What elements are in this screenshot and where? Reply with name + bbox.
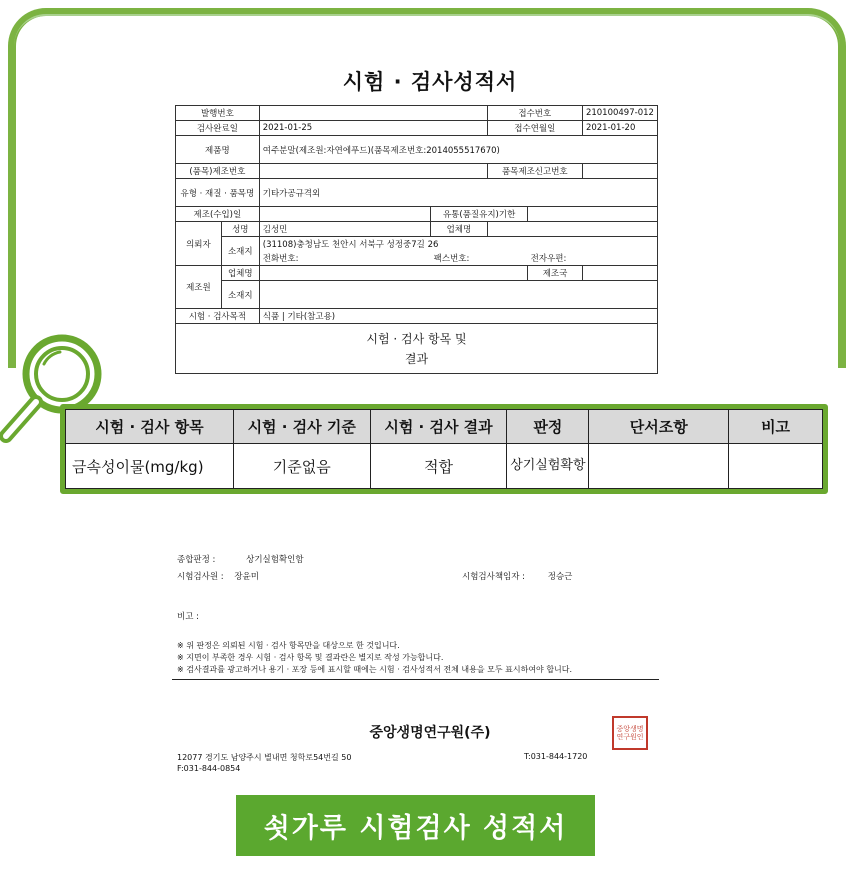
form-row-dates (176, 121, 658, 136)
type-value: 기타가공규격외 (259, 179, 657, 207)
receipt-date-value: 2021-01-20 (582, 121, 657, 136)
client-name-value: 김성민 (259, 222, 430, 237)
form-row-maker-address (176, 281, 658, 309)
section-line-2: 결과 (404, 351, 429, 366)
document-title: 시험 · 검사성적서 (342, 70, 518, 94)
mfg-date-value (259, 207, 430, 222)
maker-address-value (259, 281, 657, 309)
phone-label: 전화번호: (259, 251, 430, 266)
client-address-label: 소재지 (221, 237, 259, 266)
receipt-no-label: 접수번호 (487, 106, 582, 121)
results-section-heading (176, 324, 658, 374)
header-item: 시험 · 검사 항목 (66, 410, 234, 444)
product-value: 여주분말(제조원:자연에푸드)(품목제조번호:2014055517670) (259, 136, 657, 164)
form-row-mfg (176, 207, 658, 222)
expiry-value (528, 207, 658, 222)
receipt-no-value: 210100497-012 (582, 106, 657, 121)
manager-line (462, 570, 572, 582)
header-remarks: 비고 (729, 410, 823, 444)
results-data-row (66, 444, 823, 489)
form-row-type (176, 179, 658, 207)
manager-value: 정승근 (547, 572, 573, 582)
purpose-value: 식품 | 기타(참고용) (259, 309, 657, 324)
note-3: ※ 검사결과를 광고하거나 용기 · 포장 등에 표시할 때에는 시험 · 검사성적서 전체 내용을 모두 표시하여야 합니다. (177, 665, 573, 674)
issue-no-value (259, 106, 487, 121)
company-address: 12077 경기도 남양주시 별내면 청학로54번길 50 (177, 753, 352, 762)
overall-value: 상기실험확인함 (246, 555, 304, 565)
item-report-value (582, 164, 657, 179)
company-tel: T:031-844-1720 (524, 752, 588, 761)
header-result: 시험 · 검사 결과 (370, 410, 507, 444)
form-row-maker-company (176, 266, 658, 281)
inspector-line (177, 570, 259, 582)
maker-company-value (259, 266, 527, 281)
header-proviso: 단서조항 (589, 410, 729, 444)
receipt-date-label: 접수연월일 (487, 121, 582, 136)
cell-remarks (729, 444, 823, 489)
item-report-label: 품목제조신고번호 (487, 164, 582, 179)
company-name: 중앙생명연구원(주) (369, 725, 491, 741)
form-row-client-address (176, 237, 658, 252)
inspector-value: 장윤미 (234, 572, 259, 582)
maker-company-label: 업체명 (221, 266, 259, 281)
country-value (582, 266, 657, 281)
remarks-label: 비고 : (177, 612, 199, 622)
header-criteria: 시험 · 검사 기준 (233, 410, 370, 444)
section-line-1: 시험 · 검사 항목 및 (366, 331, 467, 346)
cell-proviso (589, 444, 729, 489)
note-2: ※ 지면이 부족한 경우 시험 · 검사 항목 및 결과란은 별지로 작성 가능합니다. (177, 653, 444, 662)
overall-judgement (177, 553, 304, 565)
form-row-client-name (176, 222, 658, 237)
complete-date-label: 검사완료일 (176, 121, 260, 136)
client-company-label: 업체명 (431, 222, 488, 237)
form-row-item-no (176, 164, 658, 179)
fax-label: 팩스번호: (431, 251, 528, 266)
type-label: 유형 · 재질 · 품목명 (176, 179, 260, 207)
form-row-section (176, 324, 658, 374)
form-row-issue (176, 106, 658, 121)
client-label: 의뢰자 (176, 222, 222, 266)
client-address-value: (31108)충청남도 천안시 서북구 성정중7길 26 (259, 237, 657, 252)
country-label: 제조국 (528, 266, 583, 281)
purpose-label: 시험 · 검사목적 (176, 309, 260, 324)
company-seal: 중앙생명연구원인 (612, 716, 648, 750)
client-name-label: 성명 (221, 222, 259, 237)
form-row-purpose (176, 309, 658, 324)
product-label: 제품명 (176, 136, 260, 164)
overall-label: 종합판정 : (177, 555, 216, 565)
item-no-value (259, 164, 487, 179)
client-company-value (487, 222, 657, 237)
cell-item: 금속성이물(mg/kg) (66, 444, 234, 489)
cell-criteria: 기준없음 (233, 444, 370, 489)
cell-result: 적합 (370, 444, 507, 489)
results-table (65, 409, 823, 489)
title-banner: 쇳가루 시험검사 성적서 (236, 795, 595, 856)
inspection-form-table (175, 105, 658, 374)
complete-date-value: 2021-01-25 (259, 121, 487, 136)
company-fax: F:031-844-0854 (177, 764, 241, 773)
form-row-product (176, 136, 658, 164)
email-label: 전자우편: (528, 251, 658, 266)
inspector-label: 시험검사원 : (177, 572, 224, 582)
note-1: ※ 위 판정은 의뢰된 시험 · 검사 항목만을 대상으로 한 것입니다. (177, 641, 400, 650)
item-no-label: (품목)제조번호 (176, 164, 260, 179)
expiry-label: 유통(품질유지)기한 (431, 207, 528, 222)
divider-line (172, 679, 659, 680)
issue-no-label: 발행번호 (176, 106, 260, 121)
header-judgement: 판정 (507, 410, 589, 444)
cell-judgement: 상기실험확항 (507, 444, 589, 489)
results-header-row (66, 410, 823, 444)
results-zoom-panel (60, 404, 828, 494)
manager-label: 시험검사책임자 : (462, 572, 526, 582)
maker-label: 제조원 (176, 266, 222, 309)
mfg-date-label: 제조(수입)일 (176, 207, 260, 222)
maker-address-label: 소재지 (221, 281, 259, 309)
